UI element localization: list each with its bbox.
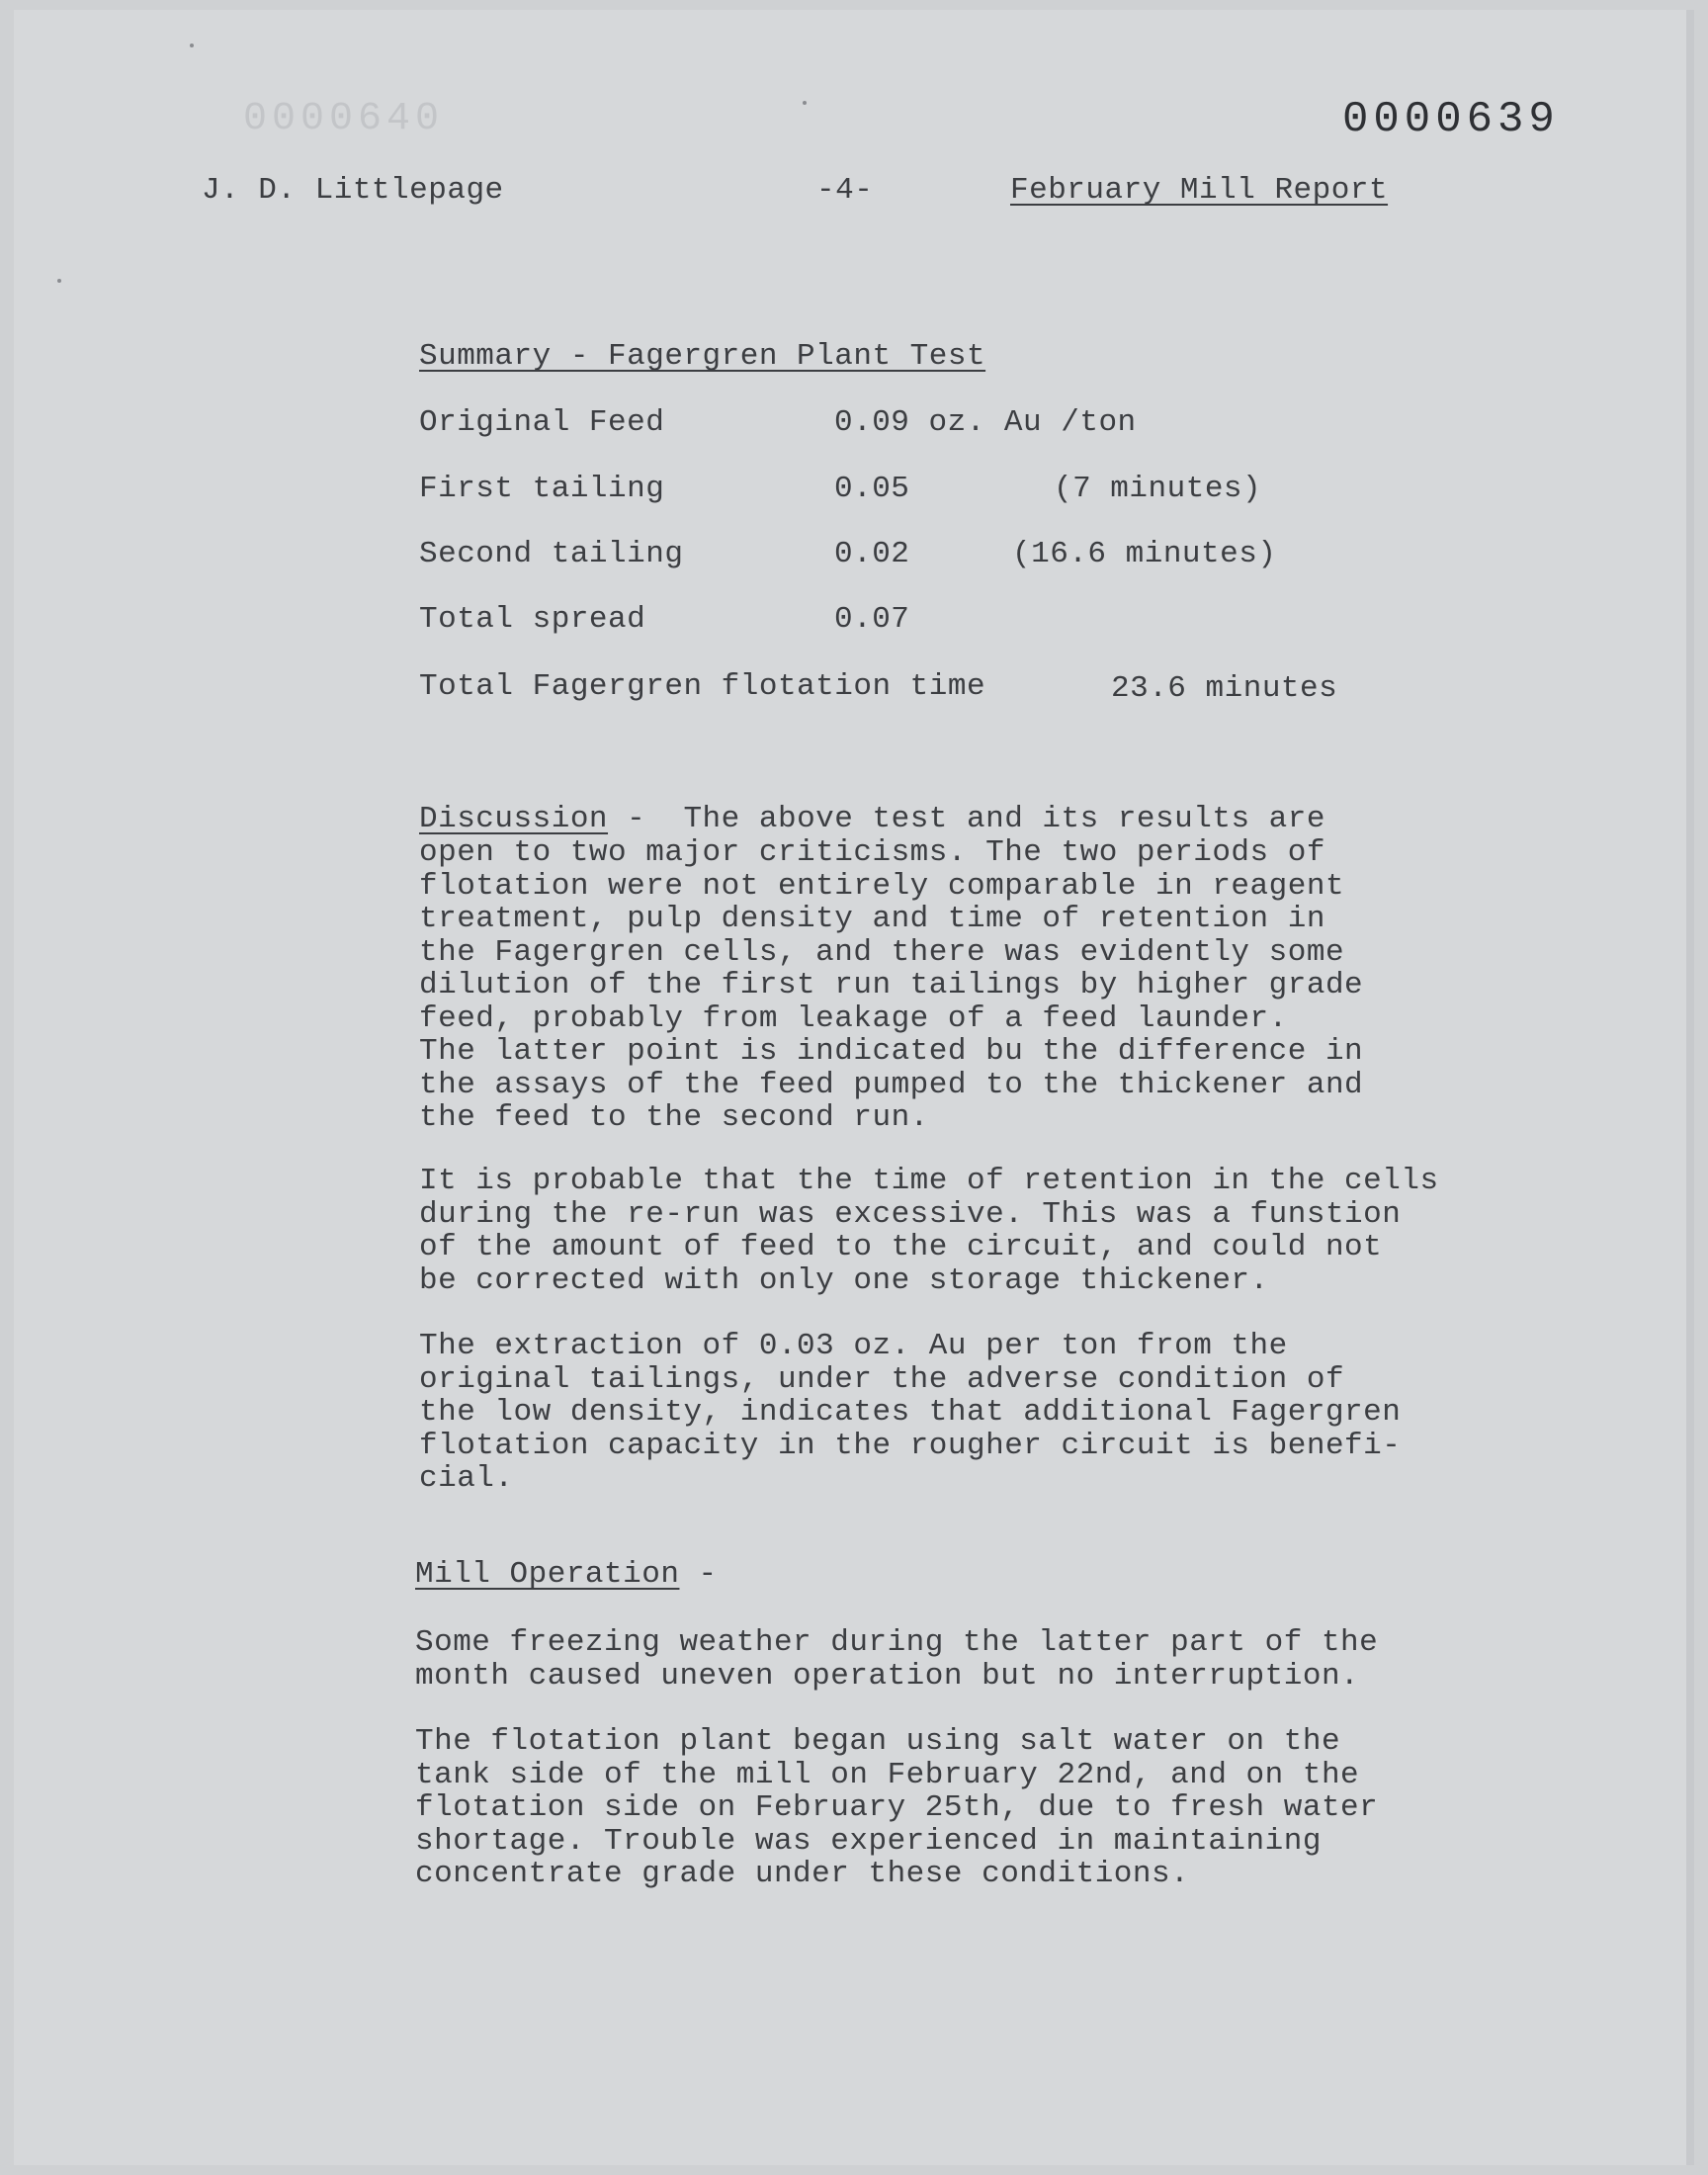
report-title: February Mill Report <box>1010 173 1389 208</box>
discussion-first-text: The above test and its results are <box>683 802 1325 836</box>
summary-row-value: 0.09 oz. Au /ton <box>834 405 1137 440</box>
mill-operation-heading-line <box>415 1558 718 1592</box>
mill-operation-heading: Mill Operation <box>415 1557 680 1592</box>
summary-row-value: 0.05 <box>834 472 910 506</box>
discussion-paragraph-2: It is probable that the time of retention in the cells during the re-run was excessive. This was a funstion of the amount of feed to the circuit, and could not be corrected with only one storage thickener. <box>419 1164 1439 1298</box>
mill-operation-dash: - <box>679 1557 718 1592</box>
mill-operation-paragraph-1: Some freezing weather during the latter part of the month caused uneven operation but no interruption. <box>415 1625 1379 1694</box>
addressee: J. D. Littlepage <box>202 173 504 208</box>
summary-row-note: (16.6 minutes) <box>1012 537 1277 571</box>
discussion-first-line <box>419 803 1325 836</box>
page-number: -4- <box>816 173 874 208</box>
document-page <box>14 10 1694 2165</box>
mill-operation-paragraph-2: The flotation plant began using salt water on the tank side of the mill on February 22nd, and on the flotation side on February 25th, due to fresh water shortage. Trouble was experienced in maintaining concentrate grade under these conditions. <box>415 1724 1379 1891</box>
summary-row-label: First tailing <box>419 472 665 506</box>
discussion-heading: Discussion <box>419 802 609 836</box>
document-number: 0000639 <box>1342 95 1560 144</box>
summary-row-value: 0.07 <box>834 602 910 637</box>
discussion-paragraph-3: The extraction of 0.03 oz. Au per ton from the original tailings, under the adverse condition of the low density, indicates that additional Fagergren flotation capacity in the rougher circuit is benefi- cial. <box>419 1329 1402 1496</box>
paper-speck <box>803 101 807 105</box>
paper-speck <box>190 44 194 47</box>
summary-row-note: (7 minutes) <box>1054 472 1262 506</box>
summary-heading: Summary - Fagergren Plant Test <box>419 339 986 374</box>
summary-row-value: 0.02 <box>834 537 910 571</box>
discussion-dash: - <box>608 802 684 836</box>
total-time-value: 23.6 minutes <box>1111 671 1338 706</box>
page-edge-shadow <box>1686 10 1694 2165</box>
paper-speck <box>57 279 61 283</box>
summary-row-label: Second tailing <box>419 537 684 571</box>
bleed-through-number: 0000640 <box>243 97 445 141</box>
summary-row-label: Original Feed <box>419 405 665 440</box>
summary-row-label: Total spread <box>419 602 646 637</box>
total-time-label: Total Fagergren flotation time <box>419 669 986 704</box>
discussion-paragraph-1: open to two major criticisms. The two periods of flotation were not entirely comparable in reagent treatment, pulp density and time of retention in the Fagergren cells, and there was evidently some dilution of the first run tailings by higher grade feed, probably from leakage of a feed launder. The latter point is indicated bu the difference in the assays of the feed pumped to the thickener and the feed to the second run. <box>419 835 1364 1135</box>
